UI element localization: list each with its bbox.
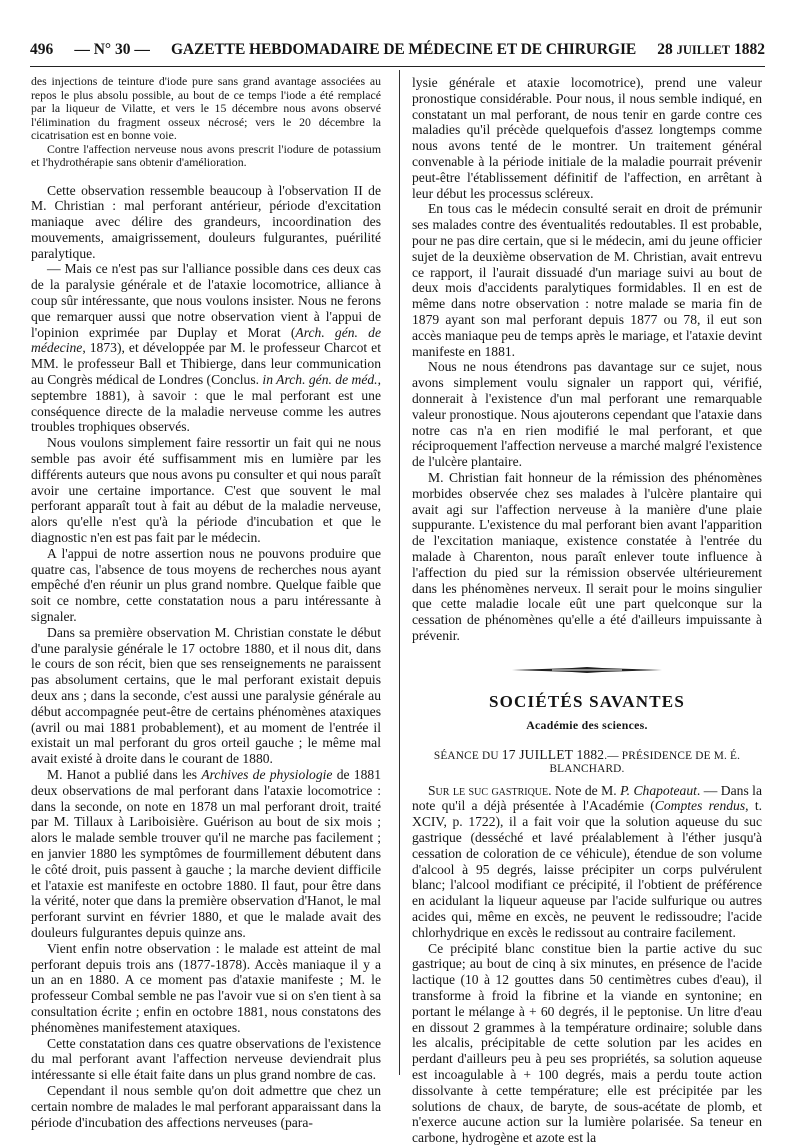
subsection-title-academie: Académie des sciences. [526, 717, 648, 732]
left-paragraph-8 [31, 767, 381, 941]
left-paragraph-1: des injections de teinture d'iode pure sans grand avantage associées au repos le plus absolu possible, au bout de ce temps l'iode a été remplacé par la liqueur de Vilatte, et vers le 15 décembre nous avons observé l'élimination du fragment osseux nécrosé; vers le 20 décembre la cicatrisation est en bonne voie. [31, 74, 381, 142]
right-column [412, 75, 762, 1146]
left-paragraph-6: A l'appui de notre assertion nous ne pouvons produire que quatre cas, l'absence de tous moyens de recherches nous ayant empêché d'en réunir un plus grand nombre. Quelque faible que soit ce nombre, cette constatation nous a paru intéressante à signaler. [31, 545, 381, 625]
left-paragraph-4 [31, 261, 381, 435]
left-paragraph-5: Nous voulons simplement faire ressortir un fait qui ne nous semble pas avoir été suffisamment mis en lumière par les différents auteurs que nous avons pu consulter et qui nous paraît avoir une certaine importance. C'est que souvent le mal perforant apparaît tout à fait au début de la maladie nerveuse, alors qu'elle n'est qu'à la période d'incubation et que le diagnostic n'en est pas fait par le médecin. [31, 435, 381, 546]
left-paragraph-9: Vient enfin notre observation : le malade est atteint de mal perforant depuis trois ans (1877-1878). Accès maniaque il y a un an en 1880. A ce moment pas d'ataxie manifeste ; M. le professeur Combal semble ne pas l'avoir vue si on s'en tient à sa consultation écrite ; enfin en octobre 1881, nous constatons des phénomènes manifestement ataxiques. [31, 940, 381, 1035]
reference-archives-physiologie: Archives de physiologie [201, 766, 333, 782]
left-paragraph-10: Cette constatation dans ces quatre observations de l'existence du mal perforant avant l'affection nerveuse deviendrait plus intéressante si elle était faite dans un plus grand nombre de cas. [31, 1035, 381, 1083]
reference-arch-gen-med: in Arch. gén. de méd. [262, 372, 378, 388]
page-number: 496 [30, 41, 54, 58]
text-run: — Mais ce n'est pas sur l'alliance possible dans ces deux cas de la paralysie générale et de l'ataxie locomotrice, alliance à coup sûr intéressante, que nous voulons insister. Nous ne ferons que remarquer aussi que notre observation vient à l'appui de l'opinion exprimée par Duplay et Morat ( [31, 261, 381, 340]
journal-title: GAZETTE HEBDOMADAIRE DE MÉDECINE ET DE CHIRURGIE [170, 41, 637, 58]
date-day: 28 [657, 41, 673, 58]
note-author: P. Chapoteaut [620, 782, 697, 798]
right-paragraph-4: M. Christian fait honneur de la rémission des phénomènes morbides observée chez ses malades à l'ulcère plantaire qui avait agi sur l'affection nerveuse à la manière d'une plaie suppurante. L'existence du mal perforant bien avant l'apparition de l'excitation maniaque, existence constatée à l'entrée du malade à Charenton, nous paraît enlever toute influence à l'affection du pied sur la rémission observée ultérieurement dans les phénomènes nerveux. Il serait pour le moins singulier que cette maladie locale eût une part quelconque sur la cessation de phénomènes qu'elle a été d'ailleurs impuissante à prévenir. [412, 469, 762, 643]
right-paragraph-5 [412, 783, 762, 941]
issue-number: — N° 30 — [74, 41, 150, 58]
column-divider [399, 70, 400, 1075]
text-run: , t. XCIV, p. 1722), il a fait voir que la solution aqueuse du suc gastrique (desséché et lavé préalablement à l'éther jusqu'à cessation de coloration de ce véhicule), étendue de son volume d'alcool à 95 degrés, laisse précipiter un corps pulvérulent blanc; l'alcool modifiant ce précipité, il l'obtient de préférence en acidulant la liqueur aqueuse par l'acide sulfurique ou autres acides qui, même en excès, ne peuvent le redissoudre; l'acide chlorhydrique en excès le redissout au contraire facilement. [412, 798, 763, 940]
left-paragraph-11: Cependant il nous semble qu'on doit admettre que chez un certain nombre de malades le mal perforant apparaissant dans la période d'incubation des affections nerveuses (para- [31, 1082, 381, 1130]
date-year: 1882 [733, 41, 765, 58]
section-ornament [512, 666, 662, 674]
left-paragraph-2: Contre l'affection nerveuse nous avons prescrit l'iodure de potassium et l'hydrothérapie sans obtenir d'amélioration. [31, 141, 381, 169]
right-paragraph-6: Ce précipité blanc constitue bien la partie active du suc gastrique; au bout de cinq à six minutes, en présence de l'acide lactique (10 à 12 gouttes dans 50 centimètres cubes d'eau), il transforme à froid la fibrine et la viande en syntonine; en portant le mélange à + 60 degrés, il le peptonise. Un litre d'eau en dissout 2 grammes à la température ordinaire; soluble dans les alcalis, précipitable de cette solution par les acides en perdant d'ailleurs peu à peu ses propriétés, sa solution aqueuse est incoagulable à + 100 degrés, mais a perdu toute action dissolvante à cette température; elle est précipitée par les solutions de chaux, de baryte, de sous-acétate de plomb, et n'exerce aucune action sur la lumière polarisée. Sa teneur en carbone, hydrogène et azote est la [412, 940, 762, 1146]
section-title-societes-savantes: SOCIÉTÉS SAVANTES [488, 691, 685, 711]
reference-arch-gen-medecine: Arch. gén. de médecine [31, 324, 381, 356]
text-run: Note de M. [551, 782, 621, 798]
date-month: JUILLET [676, 43, 731, 57]
session-heading [412, 747, 762, 775]
text-run: de 1881 deux observations de mal perforant dans l'ataxie locomotrice : dans la seconde, on note en 1878 un mal perforant droit, traité par M. Tillaux à Lariboisière. Guérison au bout de six mois ; alors le malade semble trouver qu'il ne marche pas facilement ; en janvier 1880 les symptômes de fourmillement débutent dans le côté droit, puis passent à gauche ; la marche devient difficile et l'ataxie est manifeste en octobre 1880. Il faut, pour être dans la vérité, noter que dans la première observation d'Hanot, le mal perforant survint en février 1880, et que le malade avait des douleurs fulgurantes depuis quinze ans. [31, 766, 381, 940]
issue-date [657, 41, 765, 59]
text-run: M. Hanot a publié dans les [47, 766, 202, 782]
note-lead: Sur le suc gastrique. [428, 782, 552, 798]
text-run: , septembre 1881), à savoir : que le mal perforant est une conséquence directe de la maladie nerveuse comme les autres troubles trophiques observés. [31, 372, 381, 435]
header-rule [30, 66, 765, 67]
text-run: .— PRÉSIDENCE DE M. É. BLANCHARD. [549, 749, 741, 775]
left-paragraph-7: Dans sa première observation M. Christian constate le début d'une paralysie générale le 17 octobre 1880, et il nous dit, dans le cours de son récit, bien que ses renseignements ne paraissent pas absolument certains, que le mal perforant existait depuis deux ans ; dans la seconde, c'est aussi une paralysie générale au début accompagnée peut-être de certains phénomènes ataxiques (avril ou mai 1881 probablement), et au moment de l'entrée il existait un mal perforant du gros orteil gauche ; le même mal avait existé à droite dans le courant de 1880. [31, 624, 381, 767]
text-run: SÉANCE DU [433, 749, 502, 762]
right-paragraph-2: En tous cas le médecin consulté serait en droit de prémunir ses malades contre des éventualités redoutables. Il est probable, pour ne pas dire certain, que si le médecin, ami du jeune officier sujet de la deuxième observation de M. Christian, avait entrevu ce rapport, il l'aurait dissuadé d'un mariage suivi au bout de deux mois d'accidents paralytiques formidables. Il en est de même dans notre observation : notre malade se maria fin de 1879 ayant son mal perforant depuis 1877 ou 78, il eut son accès maniaque peu de temps après le mariage, et l'ataxie devint manifeste en 1881. [412, 201, 762, 359]
text-run: . — Dans la note qu'il a déjà présentée à l'Académie ( [412, 782, 762, 814]
running-header [30, 38, 765, 62]
right-paragraph-1: lysie générale et ataxie locomotrice), prend une valeur pronostique considérable. Pour nous, il nous semble indiqué, en constatant un mal perforant, de nous tenir en garde contre ces maladies qu'il précède quelquefois d'assez longtemps comme nous avons tenté de le montrer. Un traitement général convenable à la période initiale de la maladie pourrait prévenir peut-être l'établissement définitif de l'affection, en arrêtant à leur début les processus scléreux. [412, 75, 762, 201]
left-paragraph-3: Cette observation ressemble beaucoup à l'observation II de M. Christian : mal perforant antérieur, période d'excitation maniaque avec délire des grandeurs, incoordination des mouvements, amaigrissement, douleurs fulgurantes, puérilité paralytique. [31, 182, 381, 261]
left-column [31, 75, 381, 1130]
reference-comptes-rendus: Comptes rendus [654, 798, 746, 814]
right-paragraph-3: Nous ne nous étendrons pas davantage sur ce sujet, nous avons simplement voulu signaler un rapport qui, vérifié, donnerait à l'existence d'un mal perforant une remarquable valeur pronostique. Nous ajouterons cependant que l'ataxie dans notre cas n'a en rien modifié le mal perforant, et que réciproquement l'affection nerveuse a marché malgré l'existence de l'ulcère plantaire. [412, 359, 762, 470]
session-date: 17 JUILLET 1882 [501, 746, 605, 762]
text-run: , 1873), et développée par M. le professeur Charcot et MM. le professeur Ball et Thibierge, dans leur communication au Congrès médical de Londres (Conclus. [31, 340, 381, 388]
